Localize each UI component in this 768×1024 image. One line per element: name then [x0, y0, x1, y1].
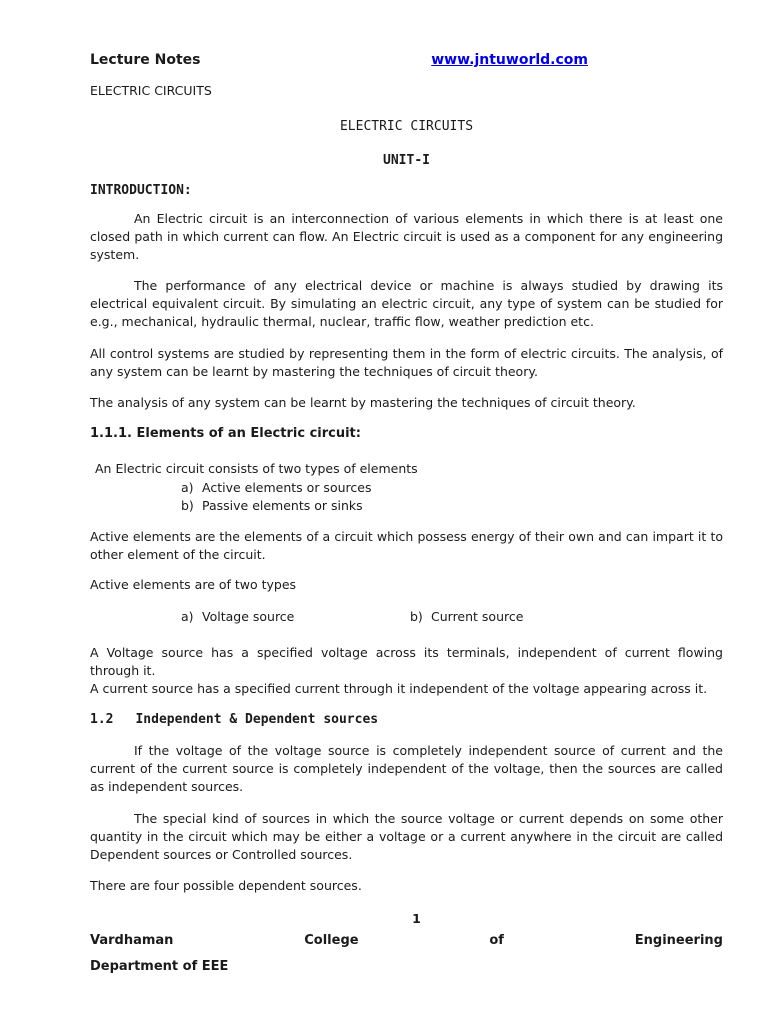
footer-word: College	[304, 933, 359, 948]
list-text: Current source	[431, 609, 524, 624]
doc-title: ELECTRIC CIRCUITS	[339, 119, 474, 134]
paragraph-text: The special kind of sources in which the source voltage or current depends on some other quantity in the circuit which may be either a voltage or a current anywhere in the circuit are called Dependent sources or Controlled sources.	[90, 811, 723, 862]
paragraph-text: The performance of any electrical device or machine is always studied by drawing its electrical equivalent circuit. By simulating an electric circuit, any type of system can be studied for e.g., mechanical, hydraulic thermal, nuclear, traffic flow, weather prediction etc.	[90, 278, 723, 329]
sources-heading	[90, 712, 723, 727]
list-text: Voltage source	[202, 609, 295, 624]
types-row	[90, 608, 723, 626]
unit-title: UNIT-I	[383, 153, 430, 168]
elements-lead: An Electric circuit consists of two types of elements	[95, 461, 418, 476]
footer-college	[90, 933, 723, 948]
sources-paragraph-2	[90, 810, 723, 864]
paragraph-text: If the voltage of the voltage source is completely independent source of current and the current of the current source is completely independent of the voltage, then the sources are called as independent sources.	[90, 743, 723, 794]
footer-department: Department of EEE	[90, 959, 229, 974]
elements-heading: 1.1.1. Elements of an Electric circuit:	[90, 426, 361, 441]
paragraph-text: There are four possible dependent sources.	[90, 878, 362, 893]
intro-paragraph-3	[90, 345, 723, 381]
sources-paragraph-1	[90, 742, 723, 796]
paragraph-text: An Electric circuit is an interconnection of various elements in which there is at least one closed path in which current can flow. An Electric circuit is used as a component for any engineering system.	[90, 211, 723, 262]
paragraph-text: All control systems are studied by representing them in the form of electric circuits. The analysis, of any system can be learnt by mastering the techniques of circuit theory.	[90, 346, 723, 379]
intro-paragraph-2	[90, 277, 723, 331]
list-label: a)	[181, 480, 194, 495]
types-lead: Active elements are of two types	[90, 577, 297, 592]
page-number: 1	[412, 911, 421, 926]
page-header	[90, 52, 723, 72]
voltage-source-paragraph	[90, 644, 723, 680]
section-title: Independent & Dependent sources	[135, 712, 379, 727]
website-link[interactable]: www.jntuworld.com	[431, 52, 588, 68]
list-item	[410, 608, 523, 626]
current-source-paragraph	[90, 680, 723, 698]
list-item	[181, 479, 371, 497]
header-title: Lecture Notes	[90, 52, 201, 68]
list-label: b)	[410, 609, 423, 624]
list-item	[181, 497, 363, 515]
paragraph-text: A current source has a specified current through it independent of the voltage appearing across it.	[90, 681, 708, 696]
footer-word: of	[489, 933, 504, 948]
active-paragraph	[90, 528, 723, 564]
footer-word: Engineering	[634, 933, 723, 948]
list-label: a)	[181, 609, 194, 624]
paragraph-text: A Voltage source has a specified voltage across its terminals, independent of current flowing through it.	[90, 645, 723, 678]
section-number: 1.2	[90, 712, 114, 727]
paragraph-text: Active elements are the elements of a circuit which possess energy of their own and can impart it to other element of the circuit.	[90, 529, 723, 562]
intro-paragraph-4	[90, 394, 723, 412]
list-text: Passive elements or sinks	[202, 498, 363, 513]
intro-paragraph-1	[90, 210, 723, 264]
intro-heading: INTRODUCTION:	[90, 183, 192, 198]
paragraph-text: The analysis of any system can be learnt by mastering the techniques of circuit theory.	[90, 395, 636, 410]
list-text: Active elements or sources	[202, 480, 372, 495]
document-page	[90, 0, 723, 1024]
list-label: b)	[181, 498, 194, 513]
footer-word: Vardhaman	[90, 933, 174, 948]
sources-paragraph-3	[90, 877, 723, 895]
header-subject: ELECTRIC CIRCUITS	[90, 83, 212, 98]
list-item	[181, 608, 294, 626]
